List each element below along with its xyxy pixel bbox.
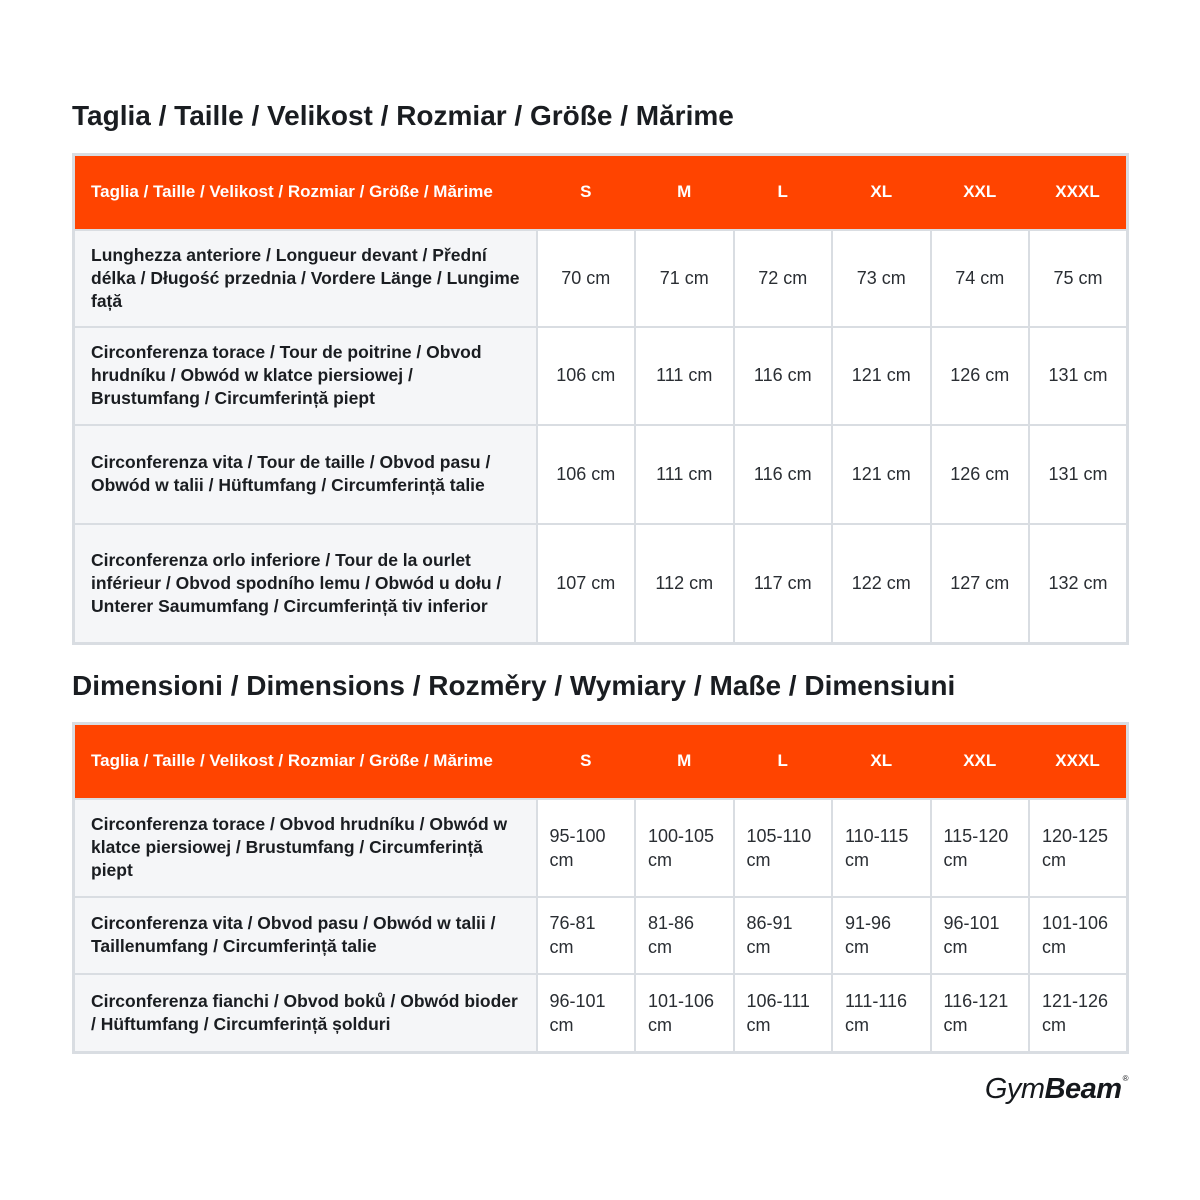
table-cell: 71 cm xyxy=(635,230,734,327)
table-cell: 106 cm xyxy=(537,425,636,524)
column-header-m: M xyxy=(635,724,734,799)
table-cell: 115-120 cm xyxy=(931,799,1030,897)
table-cell: 101-106 cm xyxy=(1029,897,1128,974)
row-label: Circonferenza torace / Tour de poitrine / Obvod hrudníku / Obwód w klatce piersiowej / Brustumfang / Circumferință piept xyxy=(74,327,537,425)
table-cell: 116-121 cm xyxy=(931,974,1030,1053)
table-row xyxy=(74,897,1128,974)
table-cell: 96-101 cm xyxy=(537,974,636,1053)
table-cell: 81-86 cm xyxy=(635,897,734,974)
dimensions-table xyxy=(72,722,1129,1054)
table-cell: 74 cm xyxy=(931,230,1030,327)
table-cell: 111-116 cm xyxy=(832,974,931,1053)
logo-text-gym: Gym xyxy=(984,1073,1045,1105)
table-cell: 111 cm xyxy=(635,327,734,425)
table-row xyxy=(74,230,1128,327)
column-header-s: S xyxy=(537,155,636,230)
column-header-s: S xyxy=(537,724,636,799)
column-header-xl: XL xyxy=(832,155,931,230)
dimensions-table-title: Dimensioni / Dimensions / Rozměry / Wymiary / Maße / Dimensiuni xyxy=(72,670,956,701)
table-cell: 116 cm xyxy=(734,327,833,425)
table-cell: 100-105 cm xyxy=(635,799,734,897)
table-cell: 107 cm xyxy=(537,524,636,644)
table-cell: 121 cm xyxy=(832,425,931,524)
column-header-xl: XL xyxy=(832,724,931,799)
gymbeam-logo xyxy=(985,1070,1128,1106)
table-cell: 122 cm xyxy=(832,524,931,644)
table-cell: 117 cm xyxy=(734,524,833,644)
table-cell: 73 cm xyxy=(832,230,931,327)
table-cell: 111 cm xyxy=(635,425,734,524)
column-header-xxl: XXL xyxy=(931,155,1030,230)
size-table-title: Taglia / Taille / Velikost / Rozmiar / Größe / Mărime xyxy=(72,100,734,131)
column-header-xxl: XXL xyxy=(931,724,1030,799)
logo-text-beam: Beam xyxy=(1044,1073,1122,1105)
row-label: Lunghezza anteriore / Longueur devant / Přední délka / Długość przednia / Vordere Länge / Lungime față xyxy=(74,230,537,327)
table-cell: 121-126 cm xyxy=(1029,974,1128,1053)
table-header-row xyxy=(74,155,1128,230)
table-cell: 106-111 cm xyxy=(734,974,833,1053)
table-cell: 70 cm xyxy=(537,230,636,327)
table-header-row xyxy=(74,724,1128,799)
table-row xyxy=(74,974,1128,1053)
table-cell: 101-106 cm xyxy=(635,974,734,1053)
column-header-m: M xyxy=(635,155,734,230)
table-row xyxy=(74,799,1128,897)
table-cell: 120-125 cm xyxy=(1029,799,1128,897)
row-label: Circonferenza torace / Obvod hrudníku / Obwód w klatce piersiowej / Brustumfang / Circumferință piept xyxy=(74,799,537,897)
table-cell: 127 cm xyxy=(931,524,1030,644)
table-cell: 75 cm xyxy=(1029,230,1128,327)
table-cell: 131 cm xyxy=(1029,327,1128,425)
row-label: Circonferenza vita / Obvod pasu / Obwód w talii / Taillenumfang / Circumferință talie xyxy=(74,897,537,974)
table-cell: 96-101 cm xyxy=(931,897,1030,974)
table-cell: 95-100 cm xyxy=(537,799,636,897)
table-cell: 106 cm xyxy=(537,327,636,425)
table-cell: 72 cm xyxy=(734,230,833,327)
table-cell: 131 cm xyxy=(1029,425,1128,524)
table-cell: 76-81 cm xyxy=(537,897,636,974)
table-cell: 132 cm xyxy=(1029,524,1128,644)
table-row xyxy=(74,524,1128,644)
table-cell: 126 cm xyxy=(931,327,1030,425)
row-label: Circonferenza fianchi / Obvod boků / Obwód bioder / Hüftumfang / Circumferință șolduri xyxy=(74,974,537,1053)
column-header-xxxl: XXXL xyxy=(1029,155,1128,230)
table-cell: 112 cm xyxy=(635,524,734,644)
column-header-size: Taglia / Taille / Velikost / Rozmiar / Größe / Mărime xyxy=(74,155,537,230)
size-table xyxy=(72,153,1129,645)
column-header-xxxl: XXXL xyxy=(1029,724,1128,799)
table-row xyxy=(74,327,1128,425)
table-row xyxy=(74,425,1128,524)
table-cell: 126 cm xyxy=(931,425,1030,524)
table-cell: 110-115 cm xyxy=(832,799,931,897)
table-cell: 121 cm xyxy=(832,327,931,425)
table-cell: 116 cm xyxy=(734,425,833,524)
table-cell: 105-110 cm xyxy=(734,799,833,897)
table-cell: 86-91 cm xyxy=(734,897,833,974)
column-header-l: L xyxy=(734,724,833,799)
row-label: Circonferenza orlo inferiore / Tour de la ourlet inférieur / Obvod spodního lemu / Obwód u dołu / Unterer Saumumfang / Circumferință tiv inferior xyxy=(74,524,537,644)
table-cell: 91-96 cm xyxy=(832,897,931,974)
row-label: Circonferenza vita / Tour de taille / Obvod pasu / Obwód w talii / Hüftumfang / Circumferință talie xyxy=(74,425,537,524)
column-header-l: L xyxy=(734,155,833,230)
registered-mark: ® xyxy=(1122,1074,1128,1083)
column-header-size: Taglia / Taille / Velikost / Rozmiar / Größe / Mărime xyxy=(74,724,537,799)
